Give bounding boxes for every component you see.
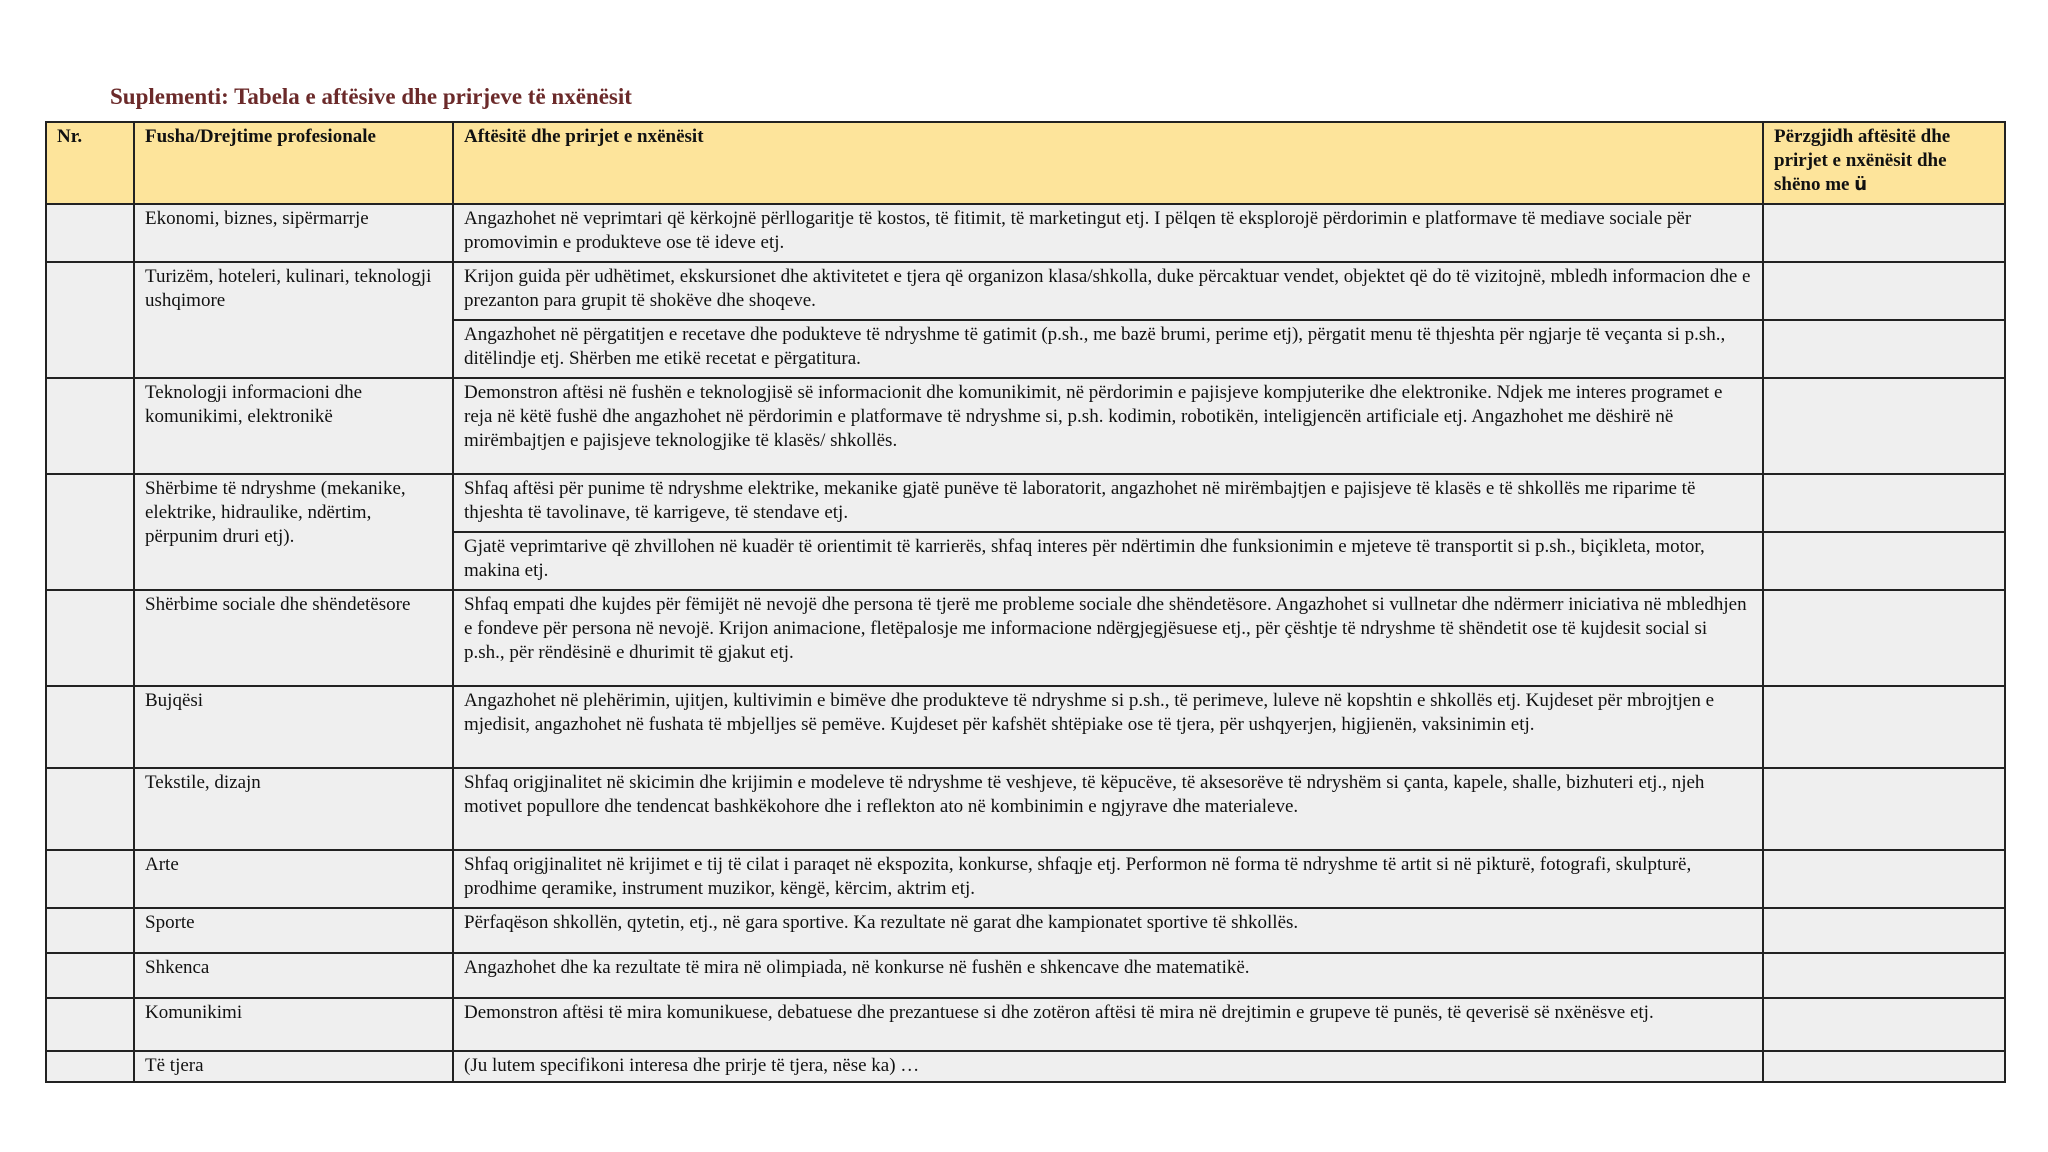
field-cell: Sporte xyxy=(134,908,453,953)
skill-description-cell: (Ju lutem specifikoni interesa dhe prirje të tjera, nëse ka) … xyxy=(453,1051,1763,1082)
header-nr: Nr. xyxy=(46,122,134,204)
field-cell: Arte xyxy=(134,850,453,908)
skill-description-cell: Shfaq empati dhe kujdes për fëmijët në nevojë dhe persona të tjerë me probleme sociale dhe shëndetësore. Angazhohet si vullnetar dhe ndërmerr iniciativa në mbledhjen e fondeve për persona në nevojë. Krijon animacione, fletëpalosje me informacione ndërgjegjësuese etj., për çështje të ndryshme të shëndetit ose të kujdesit social si p.sh., për rëndësinë e dhurimit të gjakut etj. xyxy=(453,590,1763,686)
skill-description-cell: Përfaqëson shkollën, qytetin, etj., në gara sportive. Ka rezultate në garat dhe kampionatet sportive të shkollës. xyxy=(453,908,1763,953)
row-number-cell xyxy=(46,1051,134,1082)
table-row xyxy=(46,204,2005,262)
skill-description-cell: Krijon guida për udhëtimet, ekskursionet dhe aktivitetet e tjera që organizon klasa/shkolla, duke përcaktuar vendet, objektet që do të vizitojnë, mbledh informacion dhe e prezanton para grupit të shokëve dhe shoqeve. xyxy=(453,262,1763,320)
table-row xyxy=(46,686,2005,768)
field-cell: Komunikimi xyxy=(134,998,453,1051)
skills-table xyxy=(45,121,2006,1083)
field-cell: Turizëm, hoteleri, kulinari, teknologji ushqimore xyxy=(134,262,453,378)
header-select xyxy=(1763,122,2005,204)
row-number-cell xyxy=(46,768,134,850)
field-cell: Bujqësi xyxy=(134,686,453,768)
row-number-cell xyxy=(46,908,134,953)
field-cell: Tekstile, dizajn xyxy=(134,768,453,850)
field-cell: Shërbime të ndryshme (mekanike, elektrike, hidraulike, ndërtim, përpunim druri etj). xyxy=(134,474,453,590)
table-row xyxy=(46,908,2005,953)
table-row xyxy=(46,850,2005,908)
row-number-cell xyxy=(46,953,134,998)
table-row xyxy=(46,262,2005,320)
row-number-cell xyxy=(46,204,134,262)
selection-checkbox-cell[interactable] xyxy=(1763,320,2005,378)
row-number-cell xyxy=(46,998,134,1051)
table-row xyxy=(46,998,2005,1051)
table-row xyxy=(46,590,2005,686)
skill-description-cell: Angazhohet dhe ka rezultate të mira në olimpiada, në konkurse në fushën e shkencave dhe matematikë. xyxy=(453,953,1763,998)
row-number-cell xyxy=(46,686,134,768)
check-mark-icon: ü xyxy=(1854,174,1868,195)
skill-description-cell: Demonstron aftësi në fushën e teknologjisë së informacionit dhe komunikimit, në përdorimin e pajisjeve kompjuterike dhe elektronike. Ndjek me interes programet e reja në këtë fushë dhe angazhohet në përdorimin e platformave të ndryshme si, p.sh. kodimin, robotikën, inteligjencën artificiale etj. Angazhohet me dëshirë në mirëmbajtjen e pajisjeve teknologjike të klasës/ shkollës. xyxy=(453,378,1763,474)
table-body xyxy=(46,204,2005,1082)
table-row xyxy=(46,768,2005,850)
row-number-cell xyxy=(46,850,134,908)
row-number-cell xyxy=(46,378,134,474)
skill-description-cell: Angazhohet në përgatitjen e recetave dhe podukteve të ndryshme të gatimit (p.sh., me bazë brumi, perime etj), përgatit menu të thjeshta për ngjarje të veçanta si p.sh., ditëlindje etj. Shërben me etikë recetat e përgatitura. xyxy=(453,320,1763,378)
header-select-text: Përzgjidh aftësitë dhe prirjet e nxënësit dhe shëno me xyxy=(1774,126,1951,195)
table-header-row xyxy=(46,122,2005,204)
page-title: Suplementi: Tabela e aftësive dhe prirjeve të nxënësit xyxy=(110,84,632,109)
skill-description-cell: Shfaq aftësi për punime të ndryshme elektrike, mekanike gjatë punëve të laboratorit, angazhohet në mirëmbajtjen e pajisjeve të klasës e të shkollës me riparime të thjeshta të tavolinave, të karrigeve, të stendave etj. xyxy=(453,474,1763,532)
table-row xyxy=(46,953,2005,998)
field-cell: Shërbime sociale dhe shëndetësore xyxy=(134,590,453,686)
selection-checkbox-cell[interactable] xyxy=(1763,850,2005,908)
table-row xyxy=(46,378,2005,474)
header-skills: Aftësitë dhe prirjet e nxënësit xyxy=(453,122,1763,204)
field-cell: Ekonomi, biznes, sipërmarrje xyxy=(134,204,453,262)
field-cell: Shkenca xyxy=(134,953,453,998)
row-number-cell xyxy=(46,474,134,590)
selection-checkbox-cell[interactable] xyxy=(1763,590,2005,686)
header-field: Fusha/Drejtime profesionale xyxy=(134,122,453,204)
selection-checkbox-cell[interactable] xyxy=(1763,953,2005,998)
table-row xyxy=(46,474,2005,532)
selection-checkbox-cell[interactable] xyxy=(1763,532,2005,590)
selection-checkbox-cell[interactable] xyxy=(1763,474,2005,532)
selection-checkbox-cell[interactable] xyxy=(1763,998,2005,1051)
selection-checkbox-cell[interactable] xyxy=(1763,204,2005,262)
selection-checkbox-cell[interactable] xyxy=(1763,686,2005,768)
skill-description-cell: Shfaq origjinalitet në krijimet e tij të cilat i paraqet në ekspozita, konkurse, shfaqje etj. Performon në forma të ndryshme të artit si në pikturë, fotografi, skulpturë, prodhime qeramike, instrument muzikor, këngë, kërcim, aktrim etj. xyxy=(453,850,1763,908)
selection-checkbox-cell[interactable] xyxy=(1763,768,2005,850)
selection-checkbox-cell[interactable] xyxy=(1763,262,2005,320)
selection-checkbox-cell[interactable] xyxy=(1763,1051,2005,1082)
selection-checkbox-cell[interactable] xyxy=(1763,908,2005,953)
skill-description-cell: Demonstron aftësi të mira komunikuese, debatuese dhe prezantuese si dhe zotëron aftësi të mira në drejtimin e grupeve të punës, të qeverisë së nxënësve etj. xyxy=(453,998,1763,1051)
table-row xyxy=(46,1051,2005,1082)
selection-checkbox-cell[interactable] xyxy=(1763,378,2005,474)
skill-description-cell: Shfaq origjinalitet në skicimin dhe krijimin e modeleve të ndryshme të veshjeve, të këpucëve, të aksesorëve të ndryshëm si çanta, kapele, shalle, bizhuteri etj., njeh motivet popullore dhe tendencat bashkëkohore dhe i reflekton ato në kombinimin e ngjyrave dhe materialeve. xyxy=(453,768,1763,850)
skill-description-cell: Angazhohet në veprimtari që kërkojnë përllogaritje të kostos, të fitimit, të marketingut etj. I pëlqen të eksplorojë përdorimin e platformave të mediave sociale për promovimin e produkteve ose të ideve etj. xyxy=(453,204,1763,262)
row-number-cell xyxy=(46,262,134,378)
field-cell: Të tjera xyxy=(134,1051,453,1082)
skill-description-cell: Angazhohet në plehërimin, ujitjen, kultivimin e bimëve dhe produkteve të ndryshme si p.sh., të perimeve, luleve në kopshtin e shkollës etj. Kujdeset për mbrojtjen e mjedisit, angazhohet në fushata të mbjelljes së pemëve. Kujdeset për kafshët shtëpiake ose të tjera, për ushqyerjen, higjienën, vaksinimin etj. xyxy=(453,686,1763,768)
field-cell: Teknologji informacioni dhe komunikimi, elektronikë xyxy=(134,378,453,474)
row-number-cell xyxy=(46,590,134,686)
skill-description-cell: Gjatë veprimtarive që zhvillohen në kuadër të orientimit të karrierës, shfaq interes për ndërtimin dhe funksionimin e mjeteve të transportit si p.sh., biçikleta, motor, makina etj. xyxy=(453,532,1763,590)
